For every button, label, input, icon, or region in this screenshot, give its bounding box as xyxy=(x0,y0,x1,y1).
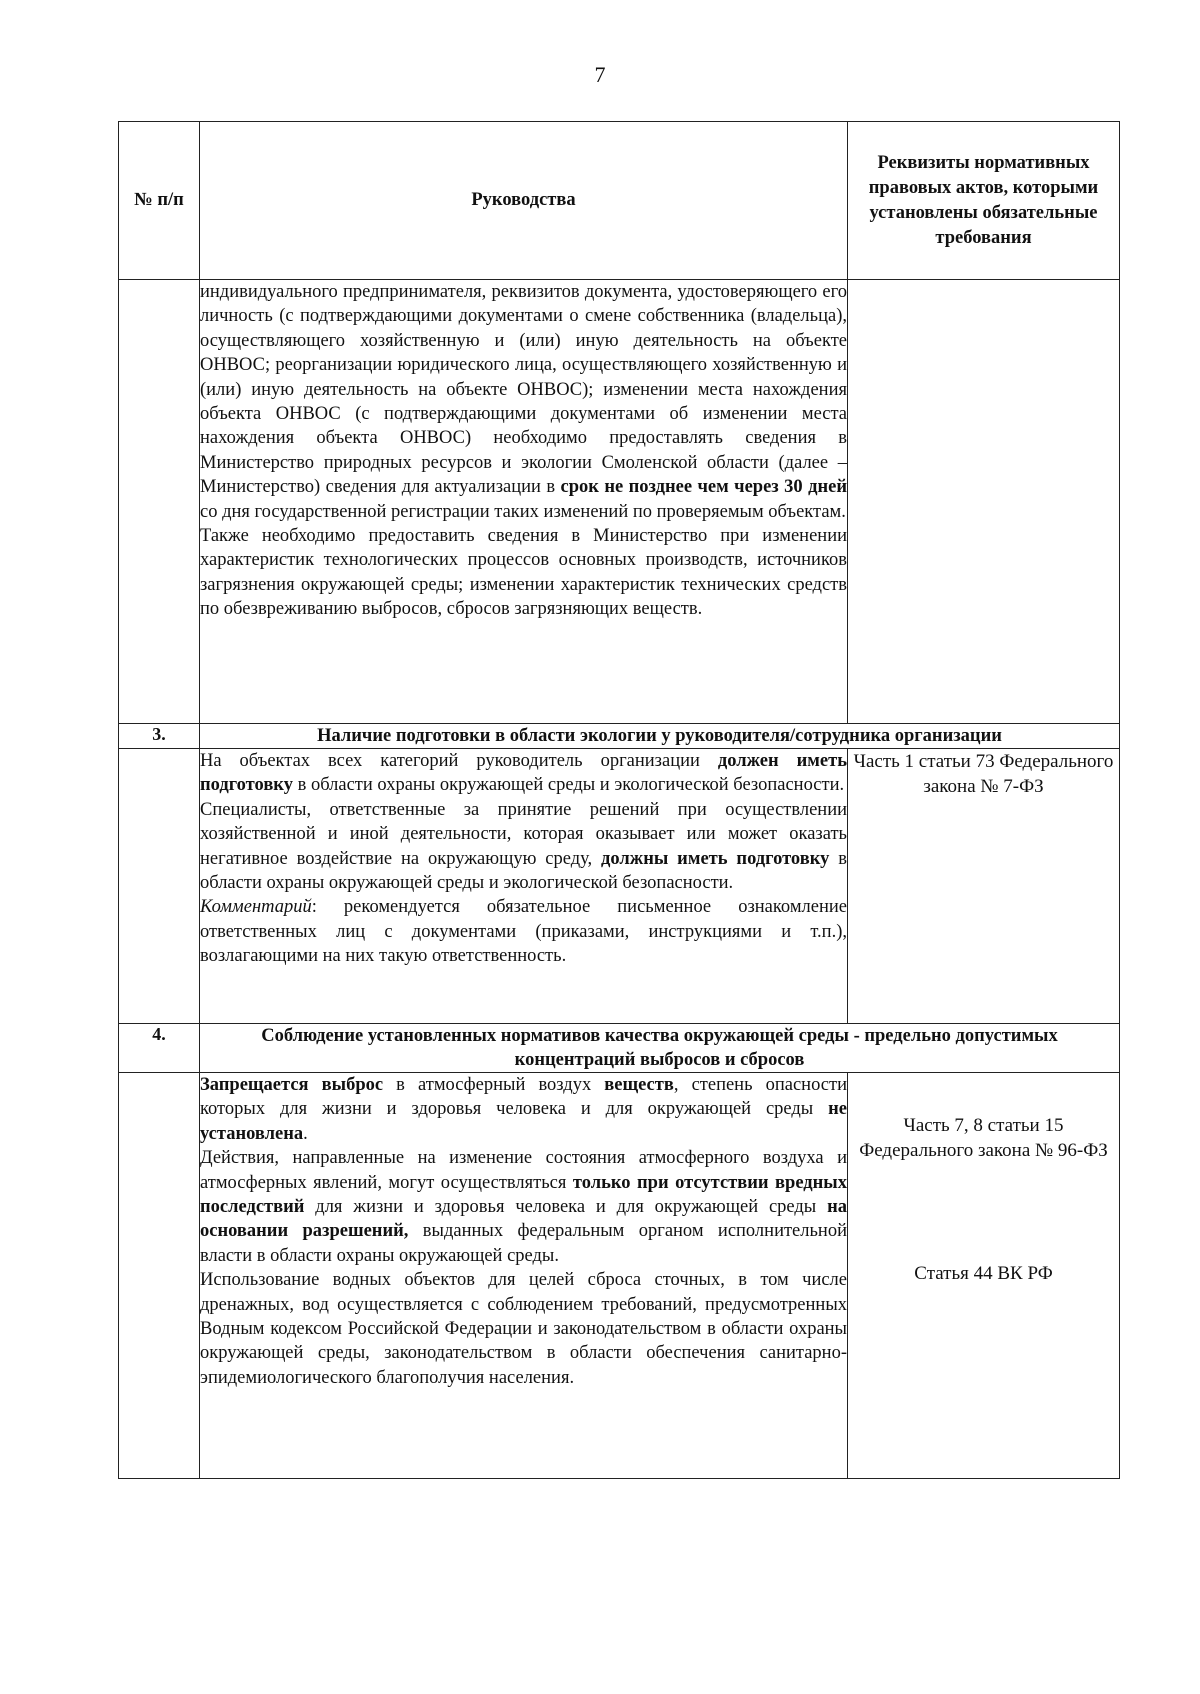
section-3-paragraph-1: На объектах всех категорий руководитель организации должен иметь подготовку в области охраны окружающей среды и экологической безопасности. xyxy=(200,751,847,796)
section-4-number: 4. xyxy=(119,1024,200,1073)
continuation-ref-cell xyxy=(848,280,1120,724)
section-4-paragraph-2: Действия, направленные на изменение состояния атмосферного воздуха и атмосферных явлений, могут осуществляться только при отсутствии вредных последствий для жизни и здоровья человека и для окружающей среды на основании разрешений, выданных федеральным органом исполнительной власти в области охраны окружающей среды. xyxy=(200,1148,848,1266)
continuation-paragraph-2: Также необходимо предоставить сведения в Министерство при изменении характеристик технологических процессов основных производств, источников загрязнения окружающей среды; изменении характеристик технических средств по обезвреживанию выбросов, сбросов загрязняющих веществ. xyxy=(200,526,847,620)
header-requisites: Реквизиты нормативных правовых актов, которыми установлены обязательные требования xyxy=(848,122,1120,280)
section-3-num-cell xyxy=(119,749,200,1024)
header-guide: Руководства xyxy=(200,122,848,280)
section-4-num-cell xyxy=(119,1073,200,1479)
section-3-reference: Часть 1 статьи 73 Федерального закона № 7-ФЗ xyxy=(848,749,1120,1024)
page-number: 7 xyxy=(594,62,606,87)
section-3-number: 3. xyxy=(119,724,200,749)
section-4-references xyxy=(848,1073,1120,1479)
section-4-text xyxy=(200,1073,848,1479)
requirements-table xyxy=(118,121,1120,1479)
section-3-comment: Комментарий: рекомендуется обязательное письменное ознакомление ответственных лиц с документами (приказами, инструкциями и т.п.), возлагающими на них такую ответственность. xyxy=(200,897,847,967)
section-4-title-row xyxy=(119,1024,1120,1073)
section-3-title-row xyxy=(119,724,1120,749)
section-4-paragraph-3: Использование водных объектов для целей сброса сточных, в том числе дренажных, вод осуществляется с соблюдением требований, предусмотренных Водным кодексом Российской Федерации и законодательством в области охраны окружающей среды, законодательством в области обеспечения санитарно-эпидемиологического благополучия населения. xyxy=(200,1270,847,1388)
section-4-content-row xyxy=(119,1073,1120,1479)
section-4-reference-2: Статья 44 ВК РФ xyxy=(914,1263,1053,1284)
continuation-paragraph-1: индивидуального предпринимателя, реквизитов документа, удостоверяющего его личность (с подтверждающими документами о смене собственника (владельца), осуществляющего хозяйственную и (или) иную деятельность на объекте ОНВОС; реорганизации юридического лица, осуществляющего хозяйственную и (или) иную деятельность на объекте ОНВОС); изменении места нахождения объекта ОНВОС (с подтверждающими документами об изменении места нахождения объекта ОНВОС) необходимо предоставлять сведения в Министерство природных ресурсов и экологии Смоленской области (далее – Министерство) сведения для актуализации в срок не позднее чем через 30 дней со дня государственной регистрации таких изменений по проверяемым объектам. xyxy=(200,282,847,522)
table-header-row xyxy=(119,122,1120,280)
section-3-text xyxy=(200,749,848,1024)
continuation-num-cell xyxy=(119,280,200,724)
section-3-content-row xyxy=(119,749,1120,1024)
section-4-reference-1: Часть 7, 8 статьи 15 Федерального закона № 96-ФЗ xyxy=(859,1115,1108,1161)
section-3-title: Наличие подготовки в области экологии у руководителя/сотрудника организации xyxy=(200,724,1120,749)
section-4-paragraph-1: Запрещается выброс в атмосферный воздух веществ, степень опасности которых для жизни и здоровья человека и для окружающей среды не установлена. xyxy=(200,1075,847,1144)
section-4-title: Соблюдение установленных нормативов качества окружающей среды - предельно допустимых концентраций выбросов и сбросов xyxy=(200,1024,1120,1073)
continuation-text xyxy=(200,280,848,724)
section-3-paragraph-2: Специалисты, ответственные за принятие решений при осуществлении хозяйственной и иной деятельности, которая оказывает или может оказать негативное воздействие на окружающую среду, должны иметь подготовку в области охраны окружающей среды и экологической безопасности. xyxy=(200,799,847,894)
header-num: № п/п xyxy=(119,122,200,280)
continuation-row xyxy=(119,280,1120,724)
